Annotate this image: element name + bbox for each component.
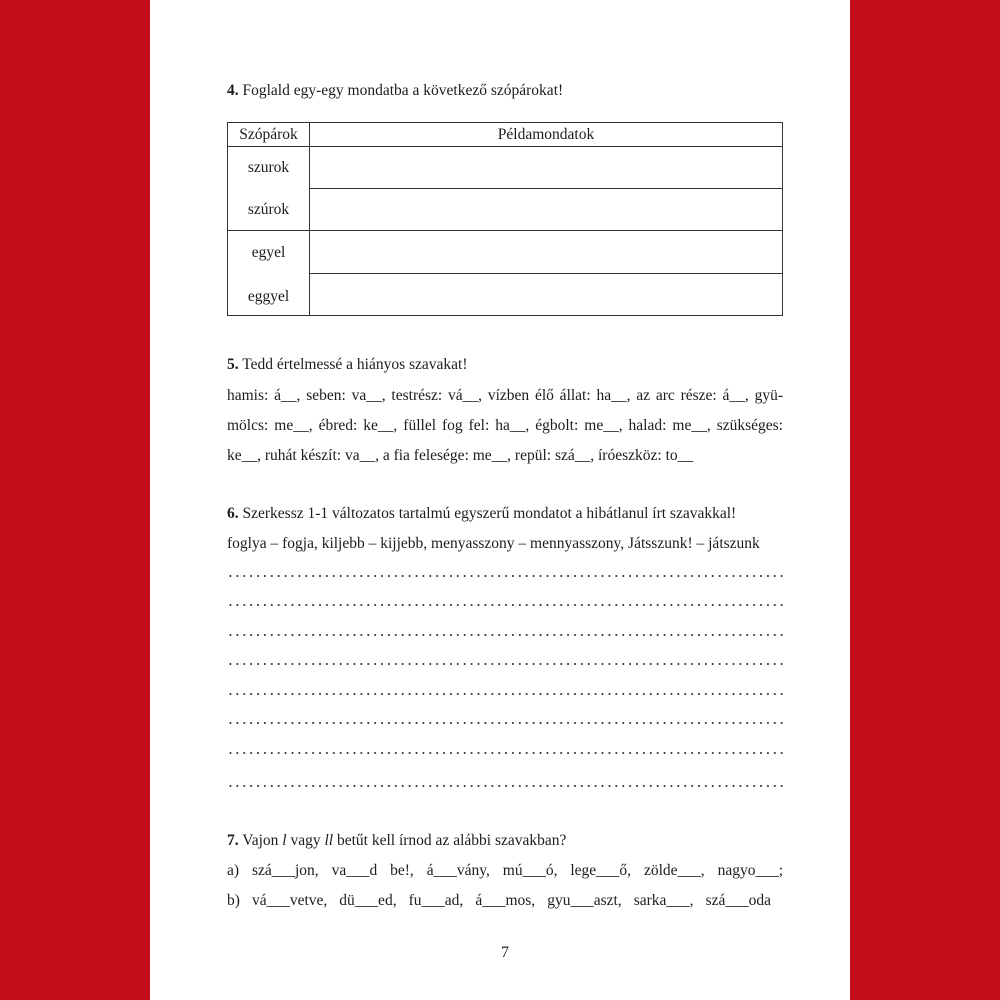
word-pairs-table bbox=[227, 122, 783, 316]
answer-line bbox=[227, 633, 783, 637]
answer-line bbox=[227, 574, 783, 578]
answer-line bbox=[227, 751, 783, 755]
table-word-szurok: szurok bbox=[247, 159, 290, 176]
exercise-7-instruction-prefix: Vajon bbox=[242, 832, 279, 849]
table-word-eggyel: eggyel bbox=[247, 288, 290, 305]
table-header-word-pairs: Szópárok bbox=[228, 123, 310, 147]
exercise-5-heading bbox=[227, 355, 468, 375]
exercise-4-number: 4. bbox=[227, 82, 239, 99]
exercise-7-letter-l: l bbox=[282, 832, 287, 849]
workbook-page bbox=[150, 0, 850, 1000]
table-row-divider bbox=[310, 273, 782, 274]
exercise-7-heading bbox=[227, 831, 566, 851]
exercise-7-letter-ll: ll bbox=[324, 832, 334, 849]
exercise-7-line-b: b) vá___vetve, dü___ed, fu___ad, á___mos, gyu___aszt, sarka___, szá___oda bbox=[227, 892, 771, 909]
exercise-4-instruction: Foglald egy-egy mondatba a következő szópárokat! bbox=[242, 82, 564, 99]
table-word-szurok-long: szúrok bbox=[247, 201, 290, 218]
table-row-divider bbox=[310, 188, 782, 189]
exercise-6-instruction: Szerkessz 1-1 változatos tartalmú egyszerű mondatot a hibátlanul írt szavakkal! bbox=[242, 505, 737, 522]
answer-line bbox=[227, 662, 783, 666]
exercise-6-number: 6. bbox=[227, 505, 239, 522]
exercise-7-number: 7. bbox=[227, 832, 239, 849]
table-header-example-sentences: Példamondatok bbox=[310, 123, 782, 147]
exercise-5-line-1: hamis: á__, seben: va__, testrész: vá__, vízben élő állat: ha__, az arc része: á__, gyü- bbox=[227, 387, 783, 404]
answer-line bbox=[227, 721, 783, 725]
page-number: 7 bbox=[501, 944, 509, 961]
answer-line bbox=[227, 692, 783, 696]
exercise-6-heading bbox=[227, 504, 736, 524]
exercise-5-line-3: ke__, ruhát készít: va__, a fia felesége: me__, repül: szá__, íróeszköz: to__ bbox=[227, 447, 694, 464]
table-word-egyel: egyel bbox=[251, 244, 286, 261]
exercise-7-line-a: a) szá___jon, va___d be!, á___vány, mú___ó, lege___ő, zölde___, nagyo___; bbox=[227, 862, 783, 879]
answer-line bbox=[227, 603, 783, 607]
answer-line bbox=[227, 784, 783, 788]
exercise-6-words: foglya – fogja, kiljebb – kijjebb, menyasszony – mennyasszony, Játsszunk! – játszunk bbox=[227, 535, 760, 552]
exercise-5-line-2: mölcs: me__, ébred: ke__, füllel fog fel: ha__, égbolt: me__, halad: me__, szükséges: bbox=[227, 417, 783, 434]
exercise-5-number: 5. bbox=[227, 356, 239, 373]
exercise-4-heading bbox=[227, 81, 563, 101]
exercise-7-instruction-middle: vagy bbox=[290, 832, 321, 849]
exercise-7-instruction-suffix: betűt kell írnod az alábbi szavakban? bbox=[336, 832, 567, 849]
exercise-5-instruction: Tedd értelmessé a hiányos szavakat! bbox=[242, 356, 468, 373]
table-group-divider bbox=[228, 230, 782, 231]
